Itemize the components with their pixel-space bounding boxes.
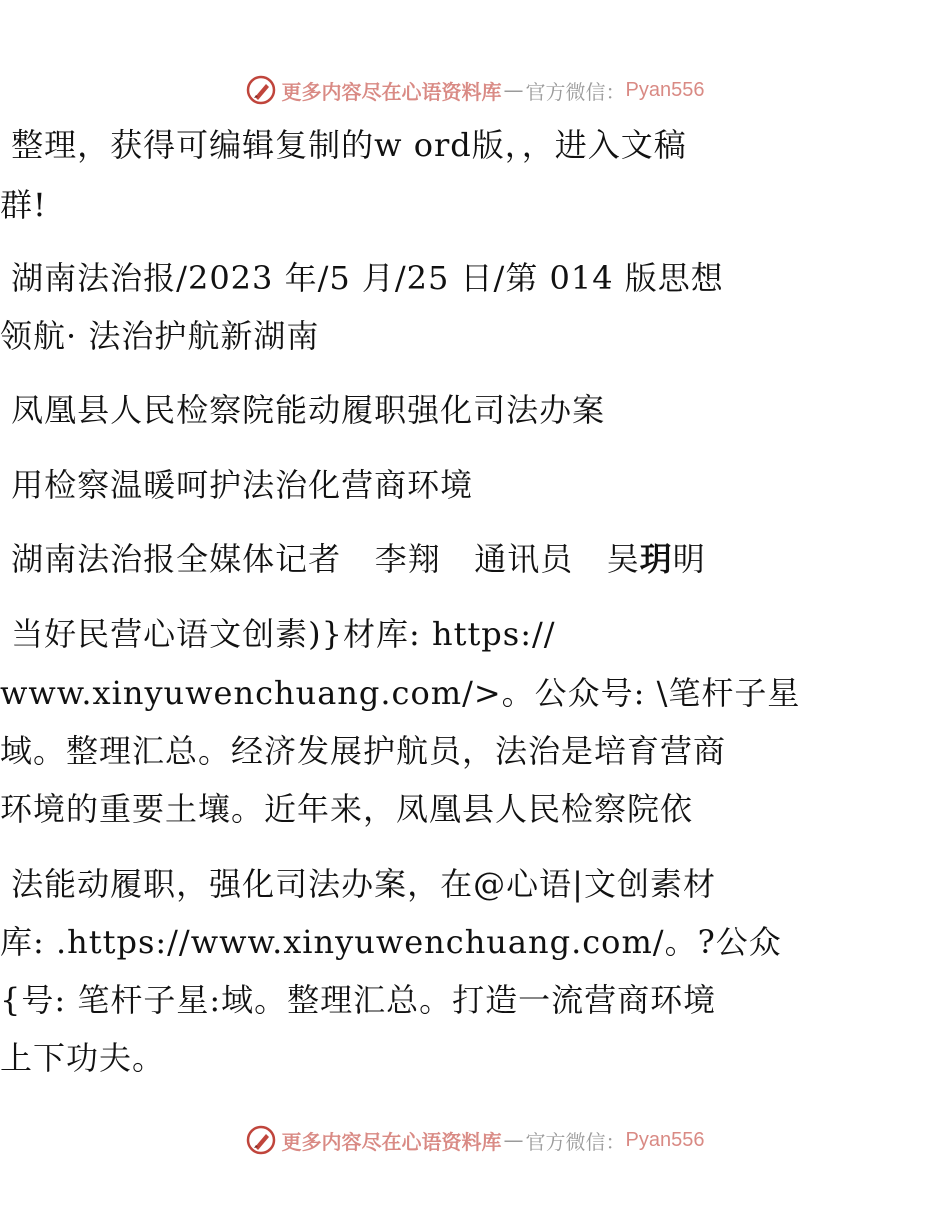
banner-dash: — bbox=[503, 78, 524, 102]
pen-logo-icon bbox=[246, 75, 276, 105]
reporter-name-bold: 玥 bbox=[639, 540, 673, 578]
banner-wechat-id: Pyan556 bbox=[625, 78, 705, 101]
text-line: 法能动履职，强化司法办案，在@心语|文创素材 bbox=[0, 865, 716, 903]
text-line: 领航· 法治护航新湖南 bbox=[0, 317, 320, 355]
footer-banner bbox=[0, 1120, 950, 1160]
banner-wechat-id: Pyan556 bbox=[625, 1128, 705, 1151]
text-line: www.xinyuwenchuang.com/>。公众号: \笔杆子星 bbox=[0, 674, 801, 712]
text-line: 库: .https://www.xinyuwenchuang.com/。?公众 bbox=[0, 923, 782, 961]
text-line: 整理，获得可编辑复制的w ord版，，进入文稿 bbox=[0, 126, 687, 164]
text-line: 凤凰县人民检察院能动履职强化司法办案 bbox=[0, 391, 606, 429]
text-line: 群! bbox=[0, 186, 47, 224]
text-line: 用检察温暖呵护法治化营商环境 bbox=[0, 466, 474, 504]
reporter-prefix: 湖南法治报全媒体记者 李翔 通讯员 吴 bbox=[0, 540, 640, 578]
text-line: 湖南法治报/2023 年/5 月/25 日/第 014 版思想 bbox=[0, 259, 724, 297]
banner-label: 官方微信： bbox=[525, 79, 626, 104]
text-line: 环境的重要土壤。近年来，凤凰县人民检察院依 bbox=[0, 790, 694, 828]
text-line: 当好民营心语文创素)}材库: https:// bbox=[0, 615, 556, 653]
banner-dash: — bbox=[503, 1128, 524, 1152]
text-line: 域。整理汇总。经济发展护航员，法治是培育营商 bbox=[0, 732, 727, 770]
pen-logo-icon bbox=[246, 1125, 276, 1155]
banner-main-text: 更多内容尽在心语资料库 bbox=[281, 1129, 502, 1154]
header-banner bbox=[0, 70, 950, 110]
text-line: 上下功夫。 bbox=[0, 1039, 166, 1077]
reporter-name-tail: 明 bbox=[672, 540, 706, 578]
reporter-line bbox=[0, 539, 950, 579]
banner-main-text: 更多内容尽在心语资料库 bbox=[281, 79, 502, 104]
text-line: {号: 笔杆子星:域。整理汇总。打造一流营商环境 bbox=[0, 981, 717, 1019]
banner-label: 官方微信： bbox=[525, 1129, 626, 1154]
